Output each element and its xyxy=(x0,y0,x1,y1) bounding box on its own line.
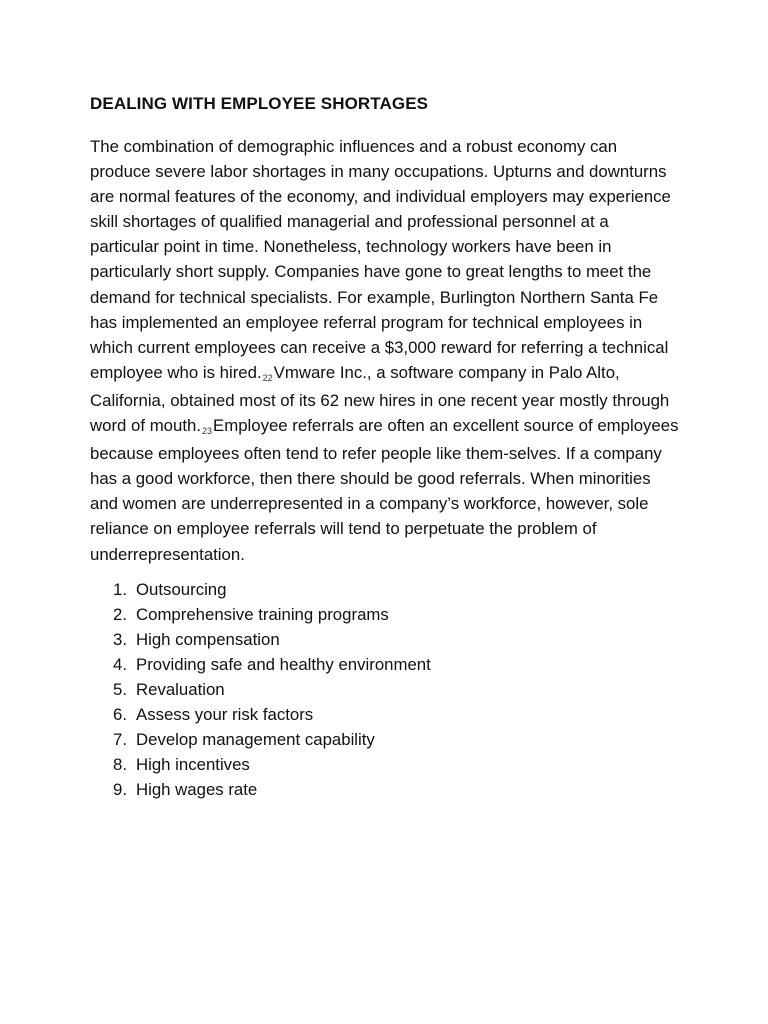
list-item xyxy=(90,652,680,677)
list-item-number: 7. xyxy=(113,730,127,750)
list-item-number: 3. xyxy=(113,629,127,649)
list-item-label: High compensation xyxy=(136,629,280,649)
paragraph-text-part-3: Employee referrals are often an excellent source of employees because employees often tend to refer people like them-selves. If a company has a good workforce, then there should be good referrals. When minorities and women are underrepresented in a company’s workforce, however, sole reliance on employee referrals will tend to perpetuate the problem of underrepresentation. xyxy=(90,416,679,564)
list-item xyxy=(90,577,680,602)
list-item-number: 8. xyxy=(113,755,127,775)
numbered-list xyxy=(90,577,680,803)
list-item xyxy=(90,702,680,727)
list-item-label: Develop management capability xyxy=(136,730,375,750)
body-paragraph xyxy=(90,134,680,567)
document-page xyxy=(90,92,680,802)
list-item-label: Assess your risk factors xyxy=(136,705,314,725)
list-item xyxy=(90,627,680,652)
list-item xyxy=(90,602,680,627)
list-item-label: High wages rate xyxy=(136,780,258,800)
list-item-number: 4. xyxy=(113,654,127,674)
footnote-marker-22: 22 xyxy=(262,372,273,383)
footnote-marker-23: 23 xyxy=(202,426,213,437)
page-title: DEALING WITH EMPLOYEE SHORTAGES xyxy=(90,94,429,113)
list-item-number: 1. xyxy=(113,579,127,599)
list-item-label: Outsourcing xyxy=(136,579,227,599)
list-item-number: 9. xyxy=(113,780,127,800)
list-item-label: High incentives xyxy=(136,755,250,775)
list-item-label: Comprehensive training programs xyxy=(136,604,389,624)
list-item xyxy=(90,727,680,752)
list-item-label: Providing safe and healthy environment xyxy=(136,654,431,674)
list-item-number: 6. xyxy=(113,705,127,725)
paragraph-text-part-2: Vmware Inc., a software company in Palo Alto, California, obtained most of its 62 new hires in one recent year mostly through word of mouth. xyxy=(90,362,670,436)
list-item xyxy=(90,752,680,777)
list-item-number: 2. xyxy=(113,604,127,624)
list-item xyxy=(90,677,680,702)
list-item xyxy=(90,777,680,802)
paragraph-text-part-1: The combination of demographic influences and a robust economy can produce severe labor shortages in many occupations. Upturns and downturns are normal features of the economy, and individual employers may experience skill shortages of qualified managerial and professional personnel at a particular point in time. Nonetheless, technology workers have been in particularly short supply. Companies have gone to great lengths to meet the demand for technical specialists. For example, Burlington Northern Santa Fe has implemented an employee referral program for technical employees in which current employees can receive a $3,000 reward for referring a technical employee who is hired. xyxy=(90,137,671,382)
list-item-number: 5. xyxy=(113,679,127,699)
list-item-label: Revaluation xyxy=(136,679,225,699)
